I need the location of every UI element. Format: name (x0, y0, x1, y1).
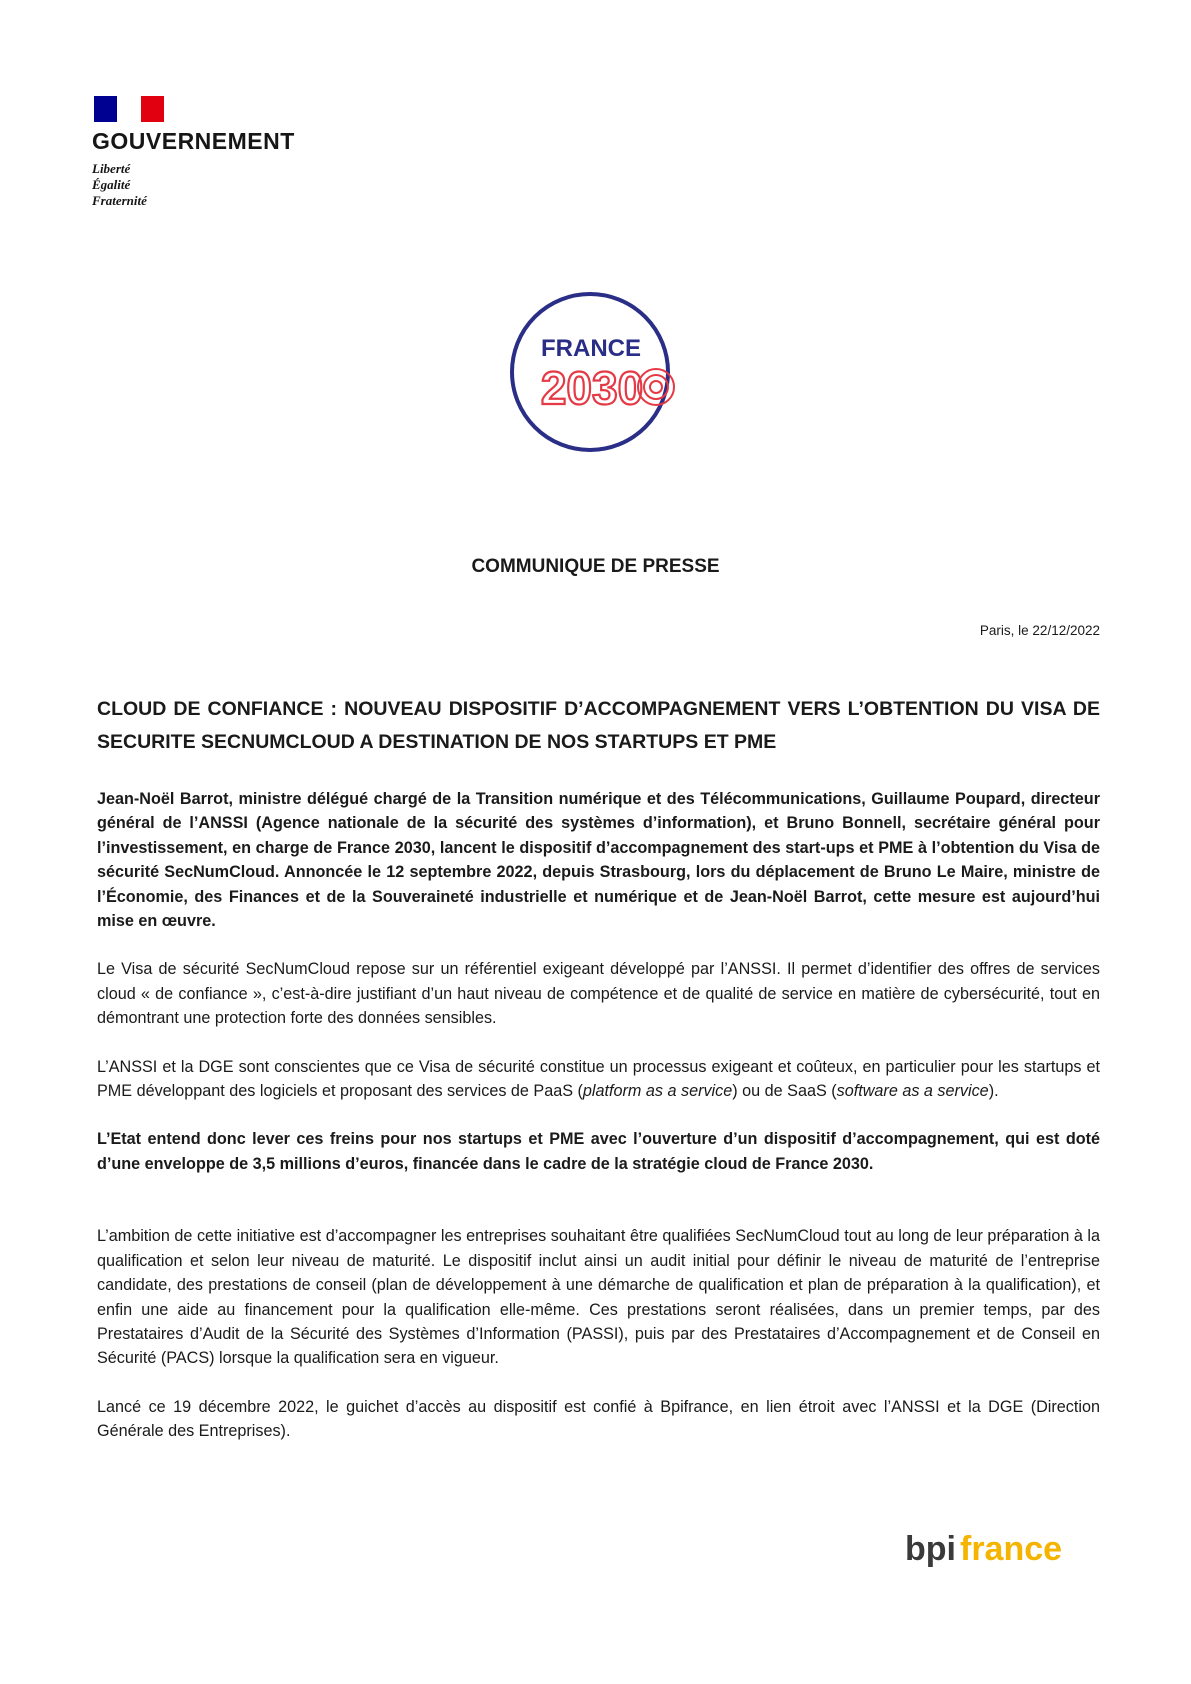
dateline: Paris, le 22/12/2022 (979, 623, 1100, 638)
bpifrance-logo (905, 1526, 1075, 1578)
cockade-icon (638, 369, 674, 405)
press-release-heading: COMMUNIQUE DE PRESSE (471, 556, 720, 577)
gov-motto (92, 161, 352, 209)
france-word: FRANCE (541, 335, 641, 362)
press-release-body (97, 787, 1100, 1444)
paragraph-ambition: L’ambition de cette initiative est d’accompagner les entreprises souhaitant être qualifiées SecNumCloud tout au long de leur préparation à la qualification et selon leur niveau de maturité. Le dispositif inclut ainsi un audit initial pour définir le niveau de maturité de l’entreprise candidate, des prestations de conseil (plan de développement à une démarche de qualification et plan de préparation à la qualification), et enfin une aide au financement pour la qualification elle-même. Ces prestations seront réalisées, dans un premier temps, par des Prestataires d’Audit de la Sécurité des Systèmes d’Information (PASSI), puis par des Prestataires d’Accompagnement et de Conseil en Sécurité (PACS) lorsque la qualification sera en vigueur. (97, 1227, 1100, 1368)
paragraph-anssi-dge (97, 1055, 1100, 1104)
p3-text-c: ). (988, 1082, 999, 1101)
paragraph-secnumcloud: Le Visa de sécurité SecNumCloud repose sur un référentiel exigeant développé par l’ANSSI. Il permet d’identifier des offres de services cloud « de confiance », c’est-à-dire justifiant d’un haut niveau de compétence et de qualité de service en matière de cybersécurité, tout en démontrant une protection forte des données sensibles. (97, 960, 1100, 1028)
motto-fraternite: Fraternité (92, 193, 147, 208)
bpifrance-logo-svg (905, 1526, 1075, 1578)
bpi-word: bpi (905, 1530, 956, 1568)
p3-paas-italic: platform as a service (582, 1082, 733, 1101)
paragraph-lead: Jean-Noël Barrot, ministre délégué chargé de la Transition numérique et des Télécommunications, Guillaume Poupard, directeur général de l’ANSSI (Agence nationale de la sécurité des systèmes d’information), et Bruno Bonnell, secrétaire général pour l’investissement, en charge de France 2030, lancent le dispositif d’accompagnement des start-ups et PME à l’obtention du Visa de sécurité SecNumCloud. Annoncée le 12 septembre 2022, depuis Strasbourg, lors du déplacement de Bruno Le Maire, ministre de l’Économie, des Finances et de la Souveraineté industrielle et numérique et de Jean-Noël Barrot, cette mesure est aujourd’hui mise en œuvre. (97, 790, 1100, 931)
france-2030-emblem (508, 286, 688, 466)
motto-egalite: Égalité (92, 177, 131, 192)
paragraph-launch: Lancé ce 19 décembre 2022, le guichet d’accès au dispositif est confié à Bpifrance, en lien étroit avec l’ANSSI et la DGE (Direction Générale des Entreprises). (97, 1397, 1100, 1441)
p3-text-b: ) ou de SaaS ( (732, 1082, 837, 1101)
government-logo (92, 96, 352, 209)
france-2030-logo (508, 286, 688, 471)
paragraph-funding: L’Etat entend donc lever ces freins pour nos startups et PME avec l’ouverture d’un dispositif d’accompagnement, qui est doté d’une enveloppe de 3,5 millions d’euros, financée dans le cadre de la stratégie cloud de France 2030. (97, 1130, 1100, 1173)
p3-text-a: L’ANSSI et la DGE sont conscientes que ce Visa de sécurité constitue un processus exigeant et coûteux, en particulier pour les startups et PME développant des logiciels et proposant des services de PaaS ( (97, 1057, 1100, 1101)
gov-title: GOUVERNEMENT (92, 128, 295, 154)
motto-liberte: Liberté (92, 161, 131, 176)
year-2030: 2030 (540, 362, 644, 414)
france-word-bpi: france (960, 1530, 1063, 1568)
press-release-title: CLOUD DE CONFIANCE : NOUVEAU DISPOSITIF D’ACCOMPAGNEMENT VERS L’OBTENTION DU VISA DE SECURITE SECNUMCLOUD A DESTINATION DE NOS STARTUPS ET PME (97, 698, 1100, 753)
french-flag-icon (94, 96, 164, 122)
p3-saas-italic: software as a service (836, 1082, 989, 1101)
